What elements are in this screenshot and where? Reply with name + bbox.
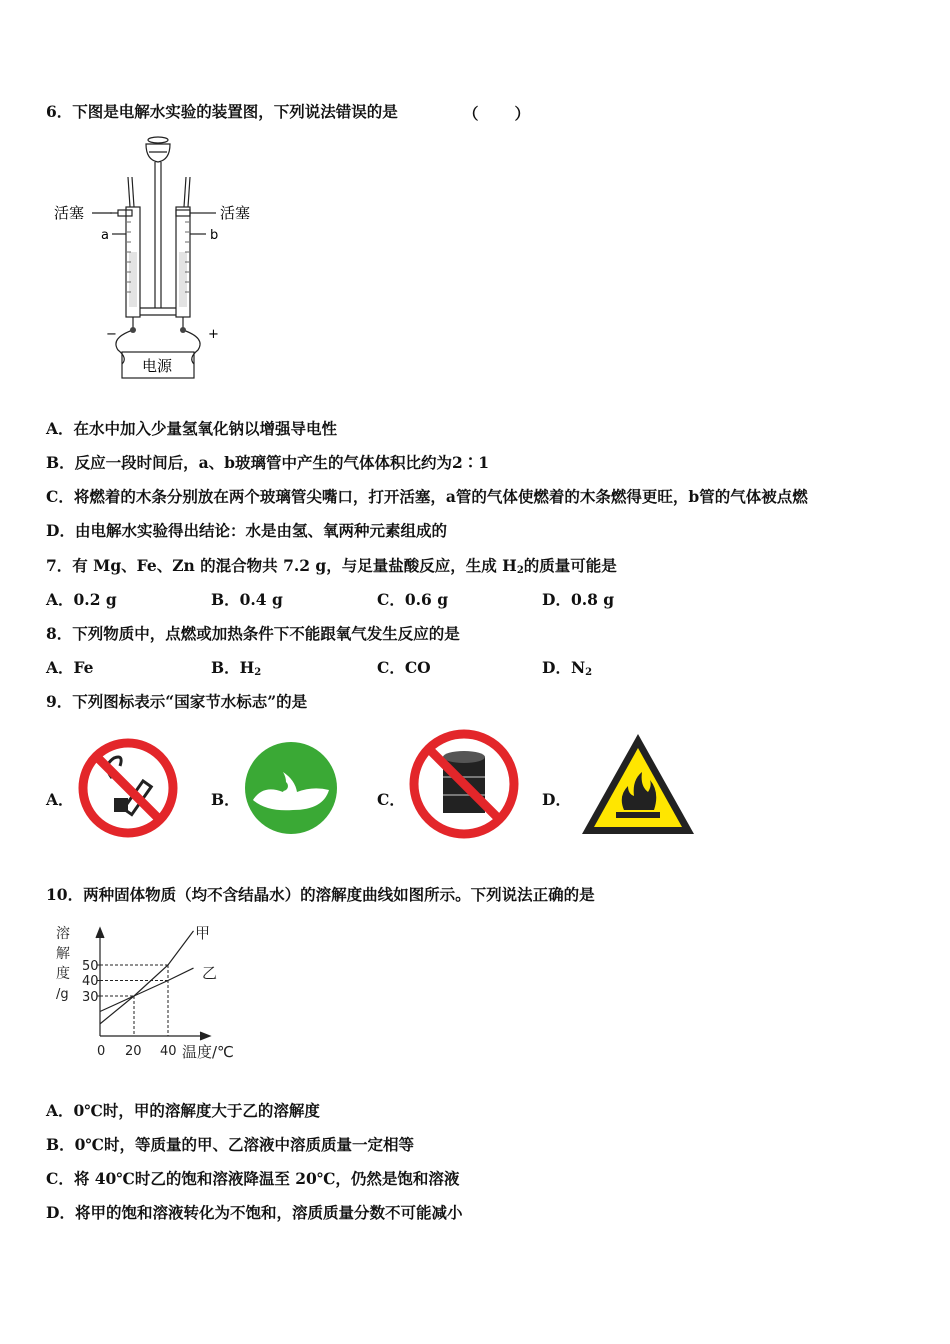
ylabel-char-4: /g (56, 987, 69, 1002)
xtick-40: 40 (160, 1044, 177, 1059)
series-line-jia (100, 931, 194, 1024)
q10-option-a: A．0℃时，甲的溶解度大于乙的溶解度 (46, 1101, 320, 1120)
q6-option-d: D．由电解水实验得出结论：水是由氢、氧两种元素组成的 (46, 521, 447, 540)
q7-option-d: D．0.8 g (542, 590, 615, 609)
tube-b-label: b (210, 228, 219, 243)
positive-terminal-label: + (208, 327, 219, 342)
q8-option-c: C．CO (377, 658, 431, 677)
q9-label-b: B． (211, 790, 240, 809)
flammable-warning-icon (578, 730, 698, 838)
q9-label-c: C． (377, 790, 405, 809)
q10-option-b: B．0℃时，等质量的甲、乙溶液中溶质质量一定相等 (46, 1135, 414, 1154)
q6-option-c: C．将燃着的木条分别放在两个玻璃管尖嘴口，打开活塞，a管的气体使燃着的木条燃得更旺，b管的气体被点燃 (46, 487, 808, 506)
ylabel-char-1: 溶 (56, 926, 70, 942)
series-label-jia: 甲 (195, 924, 211, 942)
xtick-0: 0 (97, 1044, 106, 1059)
q6-option-a: A．在水中加入少量氢氧化钠以增强导电性 (46, 419, 338, 438)
xtick-20: 20 (125, 1044, 142, 1059)
no-oil-drum-icon (407, 727, 521, 841)
q8-stem: 8．下列物质中，点燃或加热条件下不能跟氧气发生反应的是 (46, 624, 460, 643)
negative-terminal-label: − (106, 327, 117, 342)
xlabel: 温度/℃ (182, 1043, 234, 1061)
q8-option-a: A．Fe (46, 658, 94, 677)
q7-option-c: C．0.6 g (377, 590, 449, 609)
ytick-30: 30 (82, 990, 99, 1005)
q8-option-b: B．$H_2$ (211, 658, 262, 678)
no-smoking-icon (76, 736, 180, 840)
q7-stem: 7．有 Mg、Fe、Zn 的混合物共 7.2 g，与足量盐酸反应，生成 $H_2$的质量可能是 (46, 556, 617, 576)
solubility-chart (52, 918, 248, 1066)
series-label-yi: 乙 (202, 964, 218, 982)
q6-option-b: B．反应一段时间后，a、b玻璃管中产生的气体体积比约为2∶1 (46, 453, 490, 472)
ytick-40: 40 (82, 974, 99, 989)
q10-option-d: D．将甲的饱和溶液转化为不饱和，溶质质量分数不可能减小 (46, 1203, 463, 1222)
q9-label-a: A． (46, 790, 74, 809)
electrolysis-apparatus-figure (50, 132, 270, 384)
q9-label-d: D． (542, 790, 571, 809)
valve-right-label: 活塞 (220, 204, 251, 222)
q6-answer-paren: （ ） (463, 104, 531, 123)
q10-option-c: C．将 40℃时乙的饱和溶液降温至 20℃，仍然是饱和溶液 (46, 1169, 460, 1188)
power-supply-label: 电源 (142, 357, 173, 375)
ylabel-char-3: 度 (56, 966, 70, 982)
q10-stem: 10．两种固体物质（均不含结晶水）的溶解度曲线如图所示。下列说法正确的是 (46, 885, 595, 904)
series-line-yi (100, 968, 194, 1011)
q7-option-b: B．0.4 g (211, 590, 283, 609)
water-saving-icon (243, 740, 339, 836)
ytick-50: 50 (82, 959, 99, 974)
q8-option-d: D．$N_2$ (542, 658, 593, 678)
q6-stem: 6．下图是电解水实验的装置图，下列说法错误的是 (46, 102, 398, 121)
q7-option-a: A．0.2 g (46, 590, 117, 609)
tube-a-label: a (101, 228, 109, 243)
ylabel-char-2: 解 (56, 946, 70, 962)
q9-stem: 9．下列图标表示“国家节水标志”的是 (46, 692, 308, 711)
valve-left-label: 活塞 (54, 204, 85, 222)
